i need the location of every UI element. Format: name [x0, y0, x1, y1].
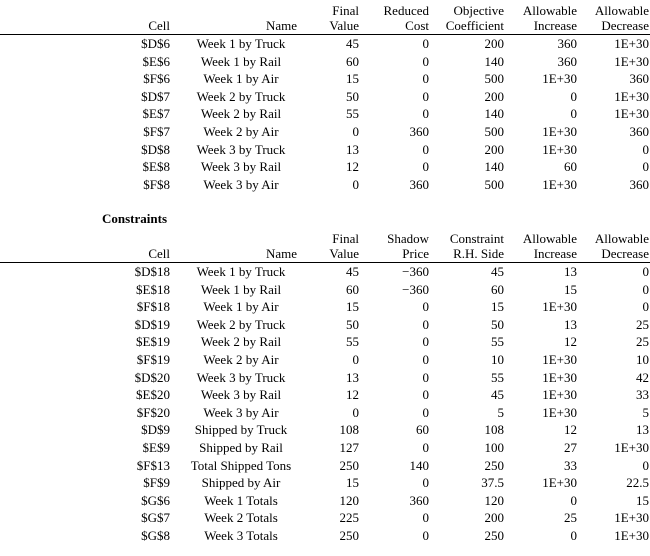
variables-header-line2: Value [329, 18, 359, 33]
table-cell: 55 [491, 369, 504, 385]
table-cell: 1E+30 [542, 71, 577, 87]
table-cell: 0 [422, 141, 429, 157]
constraints-header-allowable-decrease [580, 231, 649, 261]
table-cell: 0 [352, 176, 359, 192]
table-cell: 100 [484, 439, 504, 455]
table-cell: 360 [557, 53, 577, 69]
table-cell: 140 [484, 106, 504, 122]
table-cell: 140 [484, 53, 504, 69]
table-cell: 27 [564, 439, 577, 455]
table-cell: $E$20 [136, 387, 170, 403]
table-cell: 50 [346, 316, 359, 332]
constraints-header-line1: Shadow [387, 231, 429, 246]
table-cell: 1E+30 [614, 527, 649, 543]
table-cell: 250 [339, 457, 359, 473]
table-cell: 120 [339, 492, 359, 508]
table-cell: 0 [352, 351, 359, 367]
table-cell: 0 [422, 510, 429, 526]
table-cell: 0 [642, 141, 649, 157]
table-cell: $F$6 [143, 71, 170, 87]
constraints-table [0, 228, 650, 545]
variable-cells-header [0, 0, 650, 35]
variables-header-line1: Final [332, 3, 359, 18]
table-cell: $F$9 [143, 475, 170, 491]
table-cell: 45 [491, 387, 504, 403]
variables-header-col4 [432, 3, 504, 33]
table-cell: 15 [346, 71, 359, 87]
variables-header-name [172, 3, 297, 33]
table-row [0, 123, 650, 141]
table-row [0, 70, 650, 88]
table-cell: $E$19 [136, 334, 170, 350]
table-cell: 360 [557, 36, 577, 51]
table-cell: 0 [422, 334, 429, 350]
table-cell: 1E+30 [614, 439, 649, 455]
constraints-header-line1: Final [332, 231, 359, 246]
table-cell: 0 [642, 457, 649, 473]
table-cell: 1E+30 [542, 404, 577, 420]
table-row [0, 316, 650, 334]
table-cell: Week 1 by Truck [196, 264, 286, 279]
variables-header-line1 [0, 3, 170, 18]
table-cell: 1E+30 [542, 387, 577, 403]
table-cell: 45 [346, 264, 359, 279]
table-cell: Week 1 by Air [203, 299, 279, 315]
table-cell: $F$19 [136, 351, 170, 367]
table-cell: 55 [346, 106, 359, 122]
table-cell: −360 [402, 264, 429, 279]
table-cell: 200 [484, 36, 504, 51]
table-cell: 0 [422, 159, 429, 175]
table-cell: $F$7 [143, 123, 170, 139]
variables-header-cell [0, 3, 170, 33]
constraints-header-final-value [300, 231, 359, 261]
variables-header-line1: Allowable [594, 3, 649, 18]
table-cell: 0 [422, 439, 429, 455]
table-cell: 0 [422, 88, 429, 104]
table-cell: 140 [484, 159, 504, 175]
table-cell: 1E+30 [542, 351, 577, 367]
table-row [0, 439, 650, 457]
table-row [0, 509, 650, 527]
table-cell: 0 [422, 316, 429, 332]
table-cell: Week 3 by Truck [196, 369, 286, 385]
table-cell: 1E+30 [542, 369, 577, 385]
table-row [0, 457, 650, 475]
table-cell: Week 2 by Air [203, 123, 279, 139]
table-cell: 13 [564, 264, 577, 279]
table-cell: 108 [484, 422, 504, 438]
table-cell: $G$6 [141, 492, 170, 508]
table-cell: 25 [636, 316, 649, 332]
variable-cells-table [0, 0, 650, 193]
table-row [0, 333, 650, 351]
table-cell: 1E+30 [614, 510, 649, 526]
table-cell: 10 [491, 351, 504, 367]
variables-header-line2: Decrease [601, 18, 649, 33]
variables-header-line1: Allowable [522, 3, 577, 18]
table-cell: 0 [422, 106, 429, 122]
table-cell: 60 [416, 422, 429, 438]
table-cell: Week 1 by Rail [200, 281, 282, 297]
table-cell: Shipped by Air [201, 475, 281, 491]
table-row [0, 369, 650, 387]
constraints-header-col3 [362, 231, 429, 261]
table-cell: 1E+30 [614, 88, 649, 104]
constraints-header-cell [0, 231, 170, 261]
constraints-header-allowable-increase [507, 231, 577, 261]
table-cell: 0 [422, 369, 429, 385]
table-cell: $E$7 [142, 106, 170, 122]
table-cell: 25 [564, 510, 577, 526]
table-cell: $D$7 [141, 88, 170, 104]
constraints-header-line2: Decrease [601, 246, 649, 261]
table-cell: 250 [484, 457, 504, 473]
table-cell: Shipped by Rail [199, 439, 283, 455]
variables-header-line2: Cell [148, 18, 170, 33]
table-cell: 1E+30 [542, 475, 577, 491]
variables-header-line1: Reduced [383, 3, 429, 18]
table-cell: Week 1 by Truck [196, 36, 286, 51]
table-cell: 0 [352, 123, 359, 139]
table-cell: 1E+30 [614, 36, 649, 51]
table-cell: 0 [570, 492, 577, 508]
table-cell: 0 [422, 71, 429, 87]
constraints-header-line1 [172, 231, 297, 246]
table-cell: 0 [422, 475, 429, 491]
table-cell: $G$8 [141, 527, 170, 543]
constraints-header-line1 [0, 231, 170, 246]
table-cell: 1E+30 [614, 106, 649, 122]
table-row [0, 474, 650, 492]
table-cell: 0 [422, 351, 429, 367]
table-cell: 0 [422, 299, 429, 315]
constraints-header-line2: R.H. Side [453, 246, 504, 261]
constraints-header-line2: Price [402, 246, 429, 261]
variables-header-final-value [300, 3, 359, 33]
table-cell: 500 [484, 123, 504, 139]
table-cell: 200 [484, 141, 504, 157]
table-cell: 13 [564, 316, 577, 332]
table-cell: $F$13 [136, 457, 170, 473]
table-row [0, 158, 650, 176]
table-cell: 1E+30 [542, 176, 577, 192]
table-cell: 12 [346, 387, 359, 403]
table-cell: Week 3 Totals [204, 527, 278, 543]
table-cell: 33 [636, 387, 649, 403]
table-cell: 1E+30 [542, 141, 577, 157]
table-cell: $E$6 [142, 53, 170, 69]
constraints-header-line1: Allowable [522, 231, 577, 246]
table-cell: 360 [629, 176, 649, 192]
constraints-header-line2: Cell [148, 246, 170, 261]
table-cell: 0 [422, 387, 429, 403]
table-cell: 13 [636, 422, 649, 438]
table-cell: 60 [564, 159, 577, 175]
table-cell: 250 [484, 527, 504, 543]
table-cell: 360 [629, 71, 649, 87]
table-row [0, 263, 650, 281]
table-cell: 15 [636, 492, 649, 508]
table-cell: 60 [346, 281, 359, 297]
table-cell: 15 [491, 299, 504, 315]
variables-header-allowable-increase [507, 3, 577, 33]
table-cell: 0 [422, 404, 429, 420]
variables-header-allowable-decrease [580, 3, 649, 33]
table-cell: 1E+30 [542, 299, 577, 315]
table-row [0, 88, 650, 106]
table-cell: Week 2 by Truck [196, 88, 286, 104]
variables-header-line2: Name [265, 18, 297, 33]
table-cell: 120 [484, 492, 504, 508]
table-cell: $E$18 [136, 281, 170, 297]
table-row [0, 35, 650, 53]
table-cell: 25 [636, 334, 649, 350]
table-cell: 360 [409, 492, 429, 508]
variable-cells-body [0, 35, 650, 193]
table-cell: 15 [346, 299, 359, 315]
table-cell: Week 2 Totals [204, 510, 278, 526]
table-cell: 10 [636, 351, 649, 367]
constraints-header-line1: Allowable [594, 231, 649, 246]
constraints-title: Constraints [102, 211, 168, 226]
table-cell: Week 3 by Truck [196, 141, 286, 157]
table-cell: Week 2 by Rail [200, 334, 282, 350]
table-cell: 360 [409, 123, 429, 139]
table-cell: Week 3 by Rail [200, 159, 282, 175]
table-cell: $E$8 [142, 159, 170, 175]
table-cell: Week 1 by Air [203, 71, 279, 87]
table-cell: Week 3 by Air [203, 404, 279, 420]
table-cell: 5 [497, 404, 504, 420]
table-cell: $D$9 [141, 422, 170, 438]
table-cell: 0 [570, 88, 577, 104]
table-cell: 0 [642, 159, 649, 175]
table-cell: 360 [409, 176, 429, 192]
table-cell: $F$20 [136, 404, 170, 420]
table-cell: $D$20 [134, 369, 170, 385]
table-cell: Total Shipped Tons [190, 457, 292, 473]
table-cell: 200 [484, 88, 504, 104]
table-cell: 1E+30 [542, 123, 577, 139]
table-cell: 0 [422, 527, 429, 543]
table-row [0, 386, 650, 404]
table-cell: $F$8 [143, 176, 170, 192]
table-cell: Week 3 by Rail [200, 387, 282, 403]
table-cell: 45 [491, 264, 504, 279]
table-cell: $E$9 [142, 439, 170, 455]
table-cell: 500 [484, 176, 504, 192]
table-row [0, 527, 650, 545]
table-cell: 360 [629, 123, 649, 139]
constraints-header-line2: Value [329, 246, 359, 261]
table-cell: 0 [642, 264, 649, 279]
constraints-header-name [172, 231, 297, 261]
table-cell: Week 1 Totals [204, 492, 278, 508]
table-cell: 60 [346, 53, 359, 69]
table-row [0, 492, 650, 510]
constraints-header-line2: Name [265, 246, 297, 261]
constraints-header-col4 [432, 231, 504, 261]
table-cell: 500 [484, 71, 504, 87]
table-row [0, 351, 650, 369]
variables-header-line1: Objective [453, 3, 504, 18]
table-cell: 55 [346, 334, 359, 350]
table-cell: $D$6 [141, 36, 170, 51]
table-cell: 0 [570, 527, 577, 543]
constraints-header-line2: Increase [533, 246, 577, 261]
table-cell: 60 [491, 281, 504, 297]
table-row [0, 53, 650, 71]
table-cell: 5 [642, 404, 649, 420]
table-cell: 42 [636, 369, 649, 385]
variables-header-line2: Cost [405, 18, 429, 33]
table-cell: 0 [570, 106, 577, 122]
table-cell: 50 [491, 316, 504, 332]
table-cell: 0 [642, 281, 649, 297]
table-cell: $D$18 [134, 264, 170, 279]
table-cell: 0 [422, 36, 429, 51]
table-cell: 0 [422, 53, 429, 69]
table-cell: 22.5 [626, 475, 649, 491]
table-cell: Week 2 by Rail [200, 106, 282, 122]
table-cell: −360 [402, 281, 429, 297]
table-cell: 12 [346, 159, 359, 175]
constraints-header-line1: Constraint [449, 231, 504, 246]
table-row [0, 421, 650, 439]
table-cell: 37.5 [481, 475, 504, 491]
table-cell: 33 [564, 457, 577, 473]
variables-header-line2: Increase [533, 18, 577, 33]
table-cell: 45 [346, 36, 359, 51]
table-cell: Week 3 by Air [203, 176, 279, 192]
table-cell: 140 [409, 457, 429, 473]
table-cell: 0 [352, 404, 359, 420]
constraints-body [0, 263, 650, 545]
table-cell: $D$19 [134, 316, 170, 332]
table-cell: 13 [346, 369, 359, 385]
table-cell: $F$18 [136, 299, 170, 315]
variables-header-line1 [172, 3, 297, 18]
table-cell: 15 [564, 281, 577, 297]
table-cell: Week 1 by Rail [200, 53, 282, 69]
table-row [0, 298, 650, 316]
table-cell: 225 [339, 510, 359, 526]
variables-header-line2: Coefficient [445, 18, 504, 33]
table-cell: 55 [491, 334, 504, 350]
table-cell: 12 [564, 422, 577, 438]
table-cell: 1E+30 [614, 53, 649, 69]
table-cell: 12 [564, 334, 577, 350]
table-cell: Week 2 by Air [203, 351, 279, 367]
table-cell: $D$8 [141, 141, 170, 157]
table-row [0, 105, 650, 123]
variables-header-col3 [362, 3, 429, 33]
table-cell: 250 [339, 527, 359, 543]
table-row [0, 176, 650, 194]
table-cell: Shipped by Truck [194, 422, 288, 438]
table-cell: Week 2 by Truck [196, 316, 286, 332]
table-row [0, 404, 650, 422]
table-cell: 200 [484, 510, 504, 526]
table-cell: $G$7 [141, 510, 170, 526]
table-cell: 13 [346, 141, 359, 157]
table-cell: 15 [346, 475, 359, 491]
table-cell: 50 [346, 88, 359, 104]
table-cell: 127 [339, 439, 359, 455]
table-cell: 108 [339, 422, 359, 438]
table-row [0, 141, 650, 159]
table-row [0, 281, 650, 299]
constraints-header [0, 228, 650, 263]
table-cell: 0 [642, 299, 649, 315]
